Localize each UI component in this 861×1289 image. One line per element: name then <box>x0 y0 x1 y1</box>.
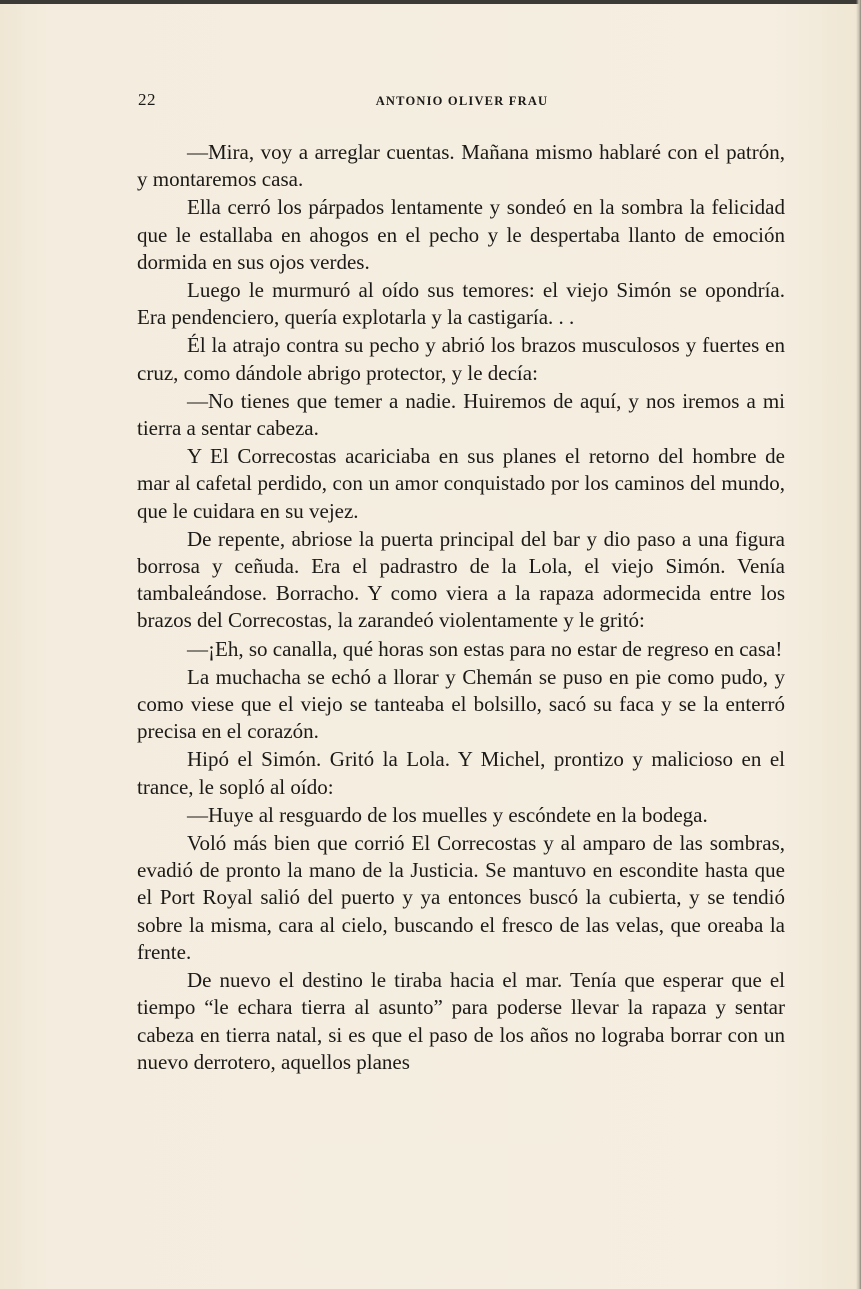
paragraph-10: Hipó el Simón. Gritó la Lola. Y Michel, prontizo y malicioso en el trance, le sopló al oído: <box>137 747 785 799</box>
paragraph-12: Voló más bien que corrió El Correcostas y al amparo de las sombras, evadió de pronto la mano de la Justicia. Se mantuvo en escondite hasta que el Port Royal salió del puerto y ya entonces buscó la cubierta, y se tendió sobre la misma, cara al cielo, buscando el fresco de las velas, que oreaba la frente. <box>137 831 785 964</box>
page-top-edge <box>0 0 861 4</box>
page-right-edge <box>856 0 861 1289</box>
running-head: ANTONIO OLIVER FRAU <box>375 94 549 108</box>
paragraph-11: —Huye al resguardo de los muelles y escóndete en la bodega. <box>187 802 708 827</box>
paragraph-3: Luego le murmuró al oído sus temores: el viejo Simón se opondría. Era pendenciero, quería explotarla y la castigaría. . . <box>137 278 785 330</box>
paragraph-4: Él la atrajo contra su pecho y abrió los brazos musculosos y fuertes en cruz, como dándole abrigo protector, y le decía: <box>137 333 785 385</box>
paragraph-6: Y El Correcostas acariciaba en sus planes el retorno del hombre de mar al cafetal perdido, con un amor conquistado por los caminos del mundo, que le cuidara en su vejez. <box>137 444 785 523</box>
paragraph-5: —No tienes que temer a nadie. Huiremos de aquí, y nos iremos a mi tierra a sentar cabeza. <box>137 388 785 441</box>
body-text <box>137 139 785 1077</box>
paragraph-8: —¡Eh, so canalla, qué horas son estas para no estar de regreso en casa! <box>187 636 783 661</box>
paragraph-1: —Mira, voy a arreglar cuentas. Mañana mismo hablaré con el patrón, y montaremos casa. <box>137 140 785 192</box>
paragraph-2: Ella cerró los párpados lentamente y sondeó en la sombra la felicidad que le estallaba en ahogos en el pecho y le despertaba llanto de emoción dormida en sus ojos verdes. <box>137 195 785 274</box>
page-header <box>138 90 786 114</box>
paragraph-7: De repente, abriose la puerta principal del bar y dio paso a una figura borrosa y ceñuda. Era el padrastro de la Lola, el viejo Simón. Venía tambaleándose. Borracho. Y como viera a la rapaza adormecida entre los brazos del Correcostas, la zarandeó violentamente y le gritó: <box>137 526 785 633</box>
paragraph-13: De nuevo el destino le tiraba hacia el mar. Tenía que esperar que el tiempo “le echara tierra al asunto” para poderse llevar la rapaza y sentar cabeza en tierra natal, si es que el paso de los años no lograba borrar con un nuevo derrotero, aquellos planes <box>137 968 785 1074</box>
paragraph-9: La muchacha se echó a llorar y Chemán se puso en pie como pudo, y como viese que el viejo se tanteaba el bolsillo, sacó su faca y se la enterró precisa en el corazón. <box>137 664 785 744</box>
page-number: 22 <box>138 90 156 109</box>
